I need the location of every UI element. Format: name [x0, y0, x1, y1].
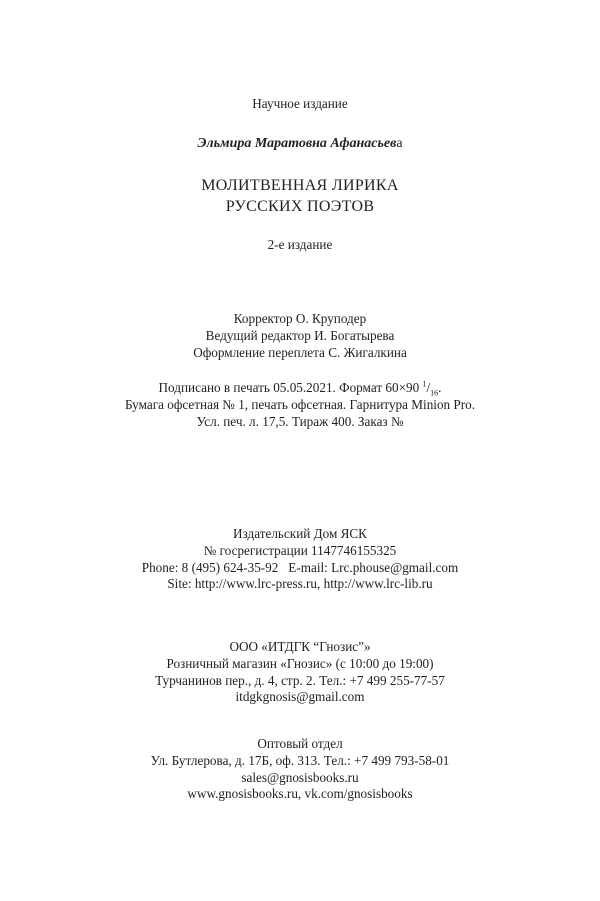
print-text: Подписано в печать 05.05.2021. Формат 60×90 — [158, 380, 423, 395]
retail-line: Турчанинов пер., д. 4, стр. 2. Тел.: +7 499 255-77-57 — [155, 672, 445, 688]
publisher-line: № госрегистрации 1147746155325 — [203, 542, 397, 558]
credit-line: Корректор О. Круподер — [233, 311, 367, 326]
print-info-block — [0, 380, 600, 430]
wholesale-line: www.gnosisbooks.ru, vk.com/gnosisbooks — [187, 786, 413, 802]
print-line: Подписано в печать 05.05.2021. Формат 60×90 $^1/_{16}$. — [158, 379, 442, 398]
genre-text: Научное издание — [252, 96, 348, 111]
retail-line: Розничный магазин «Гнозис» (с 10:00 до 19:00) — [166, 655, 434, 671]
publisher-line: Site: http://www.lrc-press.ru, http://www.lrc-lib.ru — [167, 576, 433, 592]
author-text: Эльмира Маратовна Афанасьев — [197, 136, 397, 151]
format-numerator: 1 — [422, 379, 427, 389]
wholesale-line: Оптовый отдел — [257, 736, 343, 751]
edition-label — [0, 237, 600, 254]
publisher-line: Издательский Дом ЯСК — [233, 526, 367, 541]
book-title — [0, 175, 600, 217]
publisher-block — [0, 526, 600, 593]
print-line: Бумага офсетная № 1, печать офсетная. Гарнитура Minion Pro. — [124, 396, 476, 412]
title-line: РУССКИХ ПОЭТОВ — [225, 198, 375, 215]
edition-text: 2-е издание — [267, 237, 333, 252]
author-last-letter: а — [396, 136, 403, 151]
print-line: Усл. печ. л. 17,5. Тираж 400. Заказ № — [196, 413, 404, 429]
credit-line: Оформление переплета С. Жигалкина — [193, 344, 407, 360]
author-name — [0, 136, 600, 153]
wholesale-block — [0, 736, 600, 803]
publisher-line: Phone: 8 (495) 624-35-92 E-mail: Lrc.phouse@gmail.com — [141, 559, 459, 575]
title-line: МОЛИТВЕННАЯ ЛИРИКА — [201, 177, 399, 194]
credit-line: Ведущий редактор И. Богатырева — [205, 327, 395, 343]
credits-block — [0, 311, 600, 361]
retail-line: ООО «ИТДГК “Гнозис”» — [229, 639, 371, 654]
genre-label — [0, 96, 600, 113]
format-denominator: 16 — [430, 388, 439, 398]
retail-block — [0, 639, 600, 706]
wholesale-line: Ул. Бутлерова, д. 17Б, оф. 313. Тел.: +7 499 793-58-01 — [150, 752, 450, 768]
retail-line: itdgkgnosis@gmail.com — [235, 689, 365, 705]
wholesale-line: sales@gnosisbooks.ru — [241, 769, 359, 785]
print-text: . — [438, 380, 442, 395]
